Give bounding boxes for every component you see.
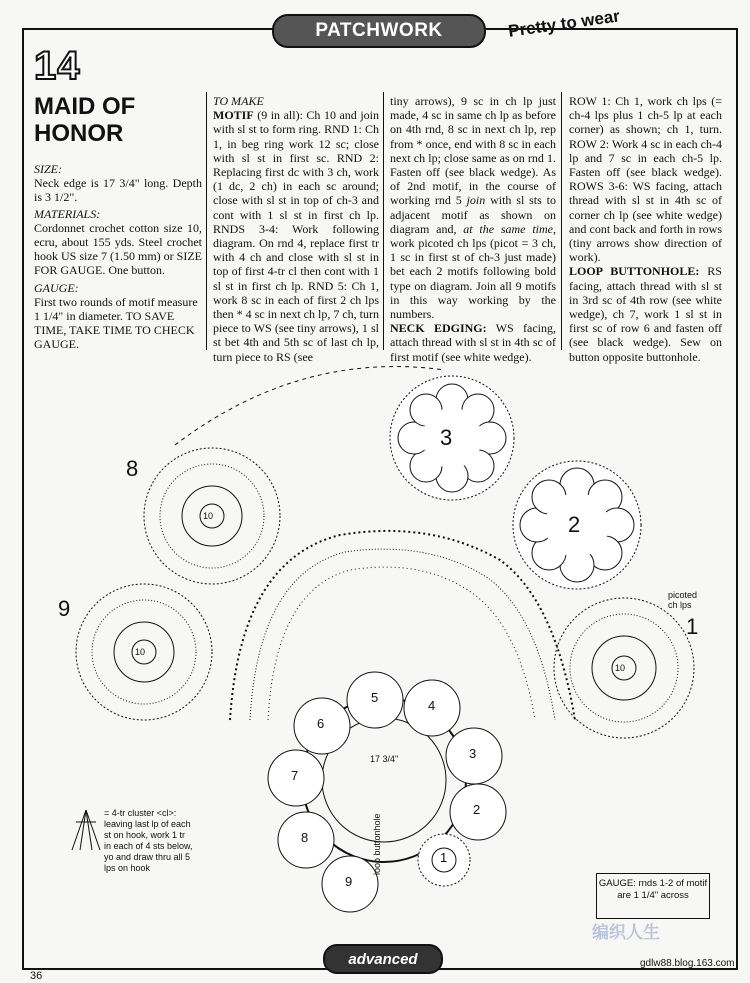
pattern-number: 14: [34, 44, 81, 88]
center-label: 10: [615, 663, 626, 673]
overview-num-3: 3: [469, 746, 477, 761]
col3-text-3: , work picoted ch lps (picot = 3 ch, 1 sc in first st of ch-3 just made) bet each 2 motifs following bold type on diagram. Join all 9 motifs in this way working by the numbers.: [390, 221, 556, 322]
motif-text: (9 in all): Ch 10 and join with sl st to form ring. RND 1: Ch 1, in beg ring work 12 sc; close with sl st in first sc. RND 2: Replacing first dc with 3 ch, work (1 dc, 2 ch) in each sc around; close with sl st in top of ch-3 and cont with 1 sl st in first ch lp. RNDS 3-4: Work following diagram. On rnd 4, replace first tr with 4 ch and close with sl st in top of first 4-tr cl then cont with 1 sl st in first ch lp. RND 5: Ch 1, work 8 sc in each of first 2 ch lps then * 4 sc in next ch lp, 7 ch, turn piece to WS (see tiny arrows), 1 sl st bet 4th and 5th sc of last ch lp, turn piece to RS (see: [213, 108, 379, 364]
motif-9-label: 9: [58, 596, 71, 621]
overview-num-5: 5: [371, 690, 379, 705]
same-time-phrase: at the same time: [463, 221, 553, 236]
pattern-title: MAID OF HONOR: [34, 93, 136, 147]
difficulty-badge: advanced: [323, 944, 443, 974]
to-make-heading: TO MAKE: [213, 94, 264, 108]
section-banner: PATCHWORK: [272, 14, 486, 48]
overview-num-1: 1: [440, 850, 448, 865]
cluster-legend: = 4-tr cluster <cl>: leaving last lp of each st on hook, work 1 tr in each of 4 sts below, yo and draw thru all 5 lps on hook: [104, 808, 193, 873]
size-heading: SIZE:: [34, 162, 62, 176]
center-label: 10: [203, 511, 214, 521]
motif-1-label: 1: [686, 614, 699, 639]
buttonhole-label: loop buttonhole: [372, 813, 382, 875]
picot-label: picoted ch lps: [668, 590, 698, 610]
join-word: join: [466, 193, 486, 208]
motif-3-label: 3: [440, 425, 453, 450]
watermark-logo: 编织人生: [592, 923, 660, 942]
tagline: Pretty to wear: [507, 6, 621, 41]
size-text: Neck edge is 17 3/4" long. Depth is 3 1/2".: [34, 176, 202, 205]
watermark: gdlw88.blog.163.com: [640, 958, 735, 969]
motif-2-label: 2: [568, 512, 581, 537]
neck-edging-label: NECK EDGING:: [390, 321, 487, 336]
gauge-text: First two rounds of motif measure 1 1/4" in diameter. TO SAVE TIME, TAKE TIME TO CHECK GAUGE.: [34, 294, 198, 352]
loop-buttonhole-label: LOOP BUTTONHOLE:: [569, 264, 700, 279]
loop-buttonhole-text: RS facing, attach thread with sl st in 3rd sc of 4th row (see white wedge), ch 7, work 1 sl st in first sc of row 6 and fasten off (see black wedge). Sew on button opposite buttonhole.: [569, 264, 722, 364]
overview-num-2: 2: [473, 802, 481, 817]
gauge-heading: GAUGE:: [34, 280, 79, 295]
col3-text-2: with sl sts to adjacent motif as shown on diagram and,: [390, 193, 556, 236]
page-number: 36: [30, 970, 43, 982]
gauge-box: GAUGE: rnds 1-2 of motif are 1 1/4" across: [596, 873, 710, 919]
materials-heading: MATERIALS:: [34, 206, 101, 221]
neck-edging-text: WS facing, attach thread with sl st in 4th sc of first motif (see white wedge).: [390, 321, 556, 364]
overview-num-9: 9: [345, 874, 353, 889]
overview-num-4: 4: [428, 698, 436, 713]
overview-num-8: 8: [301, 830, 309, 845]
cluster-symbol: [72, 810, 100, 850]
materials-text: Cordonnet crochet cotton size 10, ecru, about 155 yds. Steel crochet hook US size 7 (1.50 mm) or SIZE FOR GAUGE. One button.: [34, 220, 202, 278]
motif-label: MOTIF: [213, 108, 254, 123]
motif-8-label: 8: [126, 456, 139, 481]
center-label: 10: [135, 647, 146, 657]
overview-num-6: 6: [317, 716, 325, 731]
col3-text-1: tiny arrows), 9 sc in ch lp just made, 4 sc in same ch lp as before on 4th rnd, 8 sc in next ch lp, rep from * once, end with 8 sc in each next ch lp; close same as on rnd 1. Fasten off (see black wedge). As of 2nd motif, in the course of working rnd 5: [390, 94, 556, 208]
rows-text: ROW 1: Ch 1, work ch lps (= ch-4 lps plus 1 ch-5 lp at each corner) as shown; ch 1, turn. ROW 2: Work 4 sc in each ch-4 lp and 7 sc in each ch-5 lp. Fasten off (see black wedge). ROWS 3-6: WS facing, attach thread with sl st in 4th sc of corner ch lp (see white wedge) and cont back and forth in rows (tiny arrows show direction of work).: [569, 94, 722, 265]
neck-measure: 17 3/4": [370, 754, 399, 764]
overview-num-7: 7: [291, 768, 299, 783]
overview-diagram: [268, 672, 506, 912]
